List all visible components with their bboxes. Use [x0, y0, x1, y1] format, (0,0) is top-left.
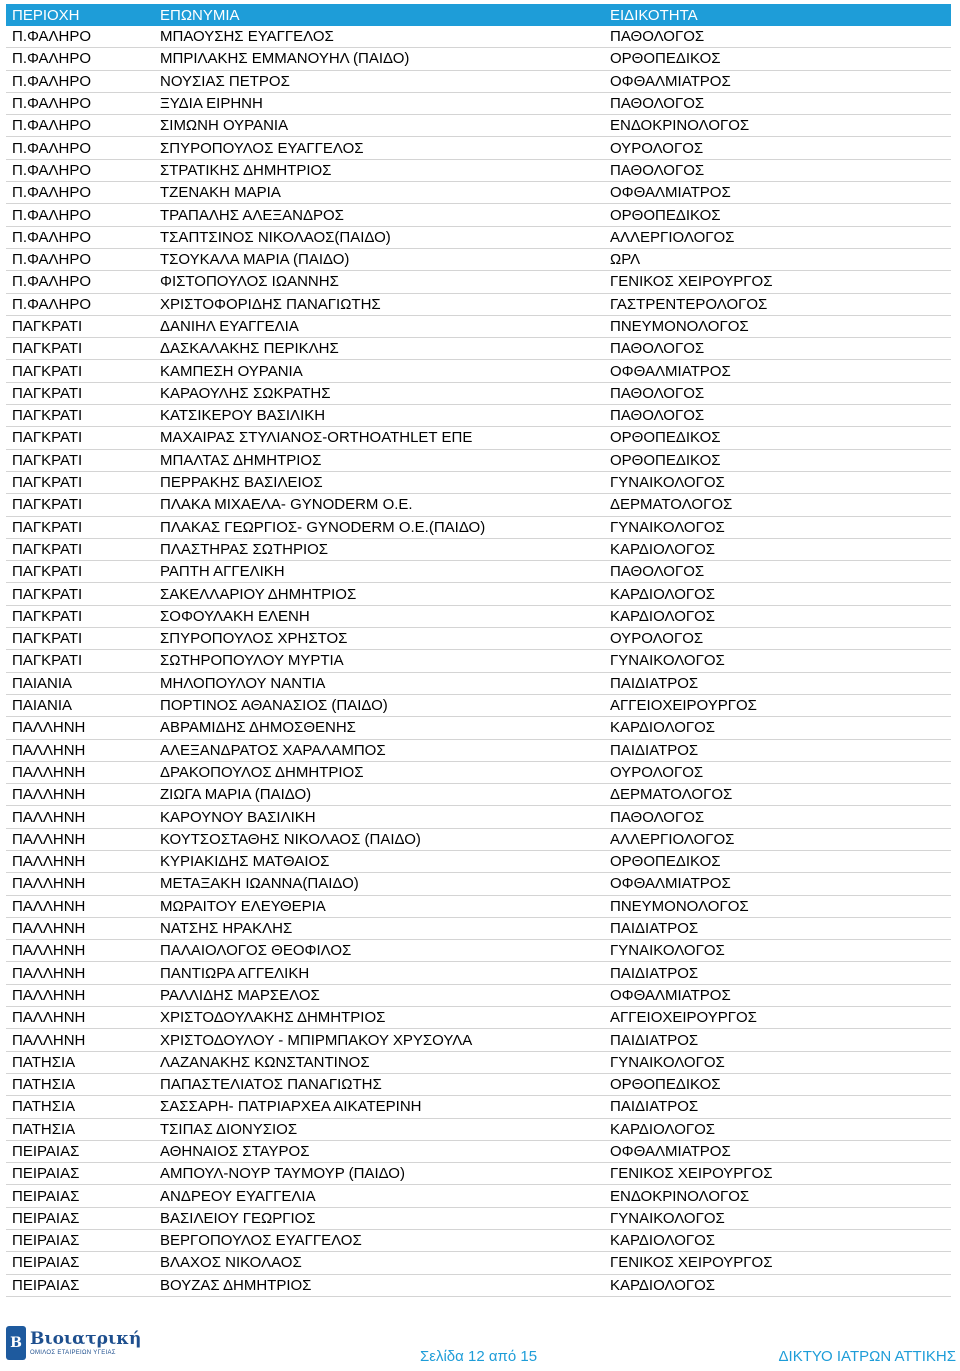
- table-row: [6, 1029, 951, 1051]
- row-area: Π.ΦΑΛΗΡΟ: [12, 117, 92, 135]
- row-area: ΠΕΙΡΑΙΑΣ: [12, 1165, 80, 1183]
- table-row: [6, 896, 951, 918]
- row-name: ΣΑΚΕΛΛΑΡΙΟΥ ΔΗΜΗΤΡΙΟΣ: [160, 585, 357, 603]
- row-area: ΠΑΛΛΗΝΗ: [12, 875, 86, 893]
- row-specialty: ΟΡΘΟΠΕΔΙΚΟΣ: [610, 429, 721, 447]
- table-row: [6, 606, 951, 628]
- row-name: ΤΣΙΠΑΣ ΔΙΟΝΥΣΙΟΣ: [160, 1120, 298, 1138]
- row-area: Π.ΦΑΛΗΡΟ: [12, 139, 92, 157]
- row-name: ΧΡΙΣΤΟΔΟΥΛΑΚΗΣ ΔΗΜΗΤΡΙΟΣ: [160, 1009, 386, 1027]
- row-name: ΣΟΦΟΥΛΑΚΗ ΕΛΕΝΗ: [160, 607, 310, 625]
- row-name: ΝΑΤΣΗΣ ΗΡΑΚΛΗΣ: [160, 920, 293, 938]
- row-name: ΠΟΡΤΙΝΟΣ ΑΘΑΝΑΣΙΟΣ (ΠΑΙΔΟ): [160, 697, 388, 715]
- row-name: ΚΟΥΤΣΟΣΤΑΘΗΣ ΝΙΚΟΛΑΟΣ (ΠΑΙΔΟ): [160, 830, 421, 848]
- row-name: ΠΛΑΣΤΗΡΑΣ ΣΩΤΗΡΙΟΣ: [160, 540, 329, 558]
- table-row: [6, 628, 951, 650]
- row-specialty: ΓΥΝΑΙΚΟΛΟΓΟΣ: [610, 474, 725, 492]
- row-specialty: ΟΦΘΑΛΜΙΑΤΡΟΣ: [610, 986, 731, 1004]
- row-specialty: ΠΑΘΟΛΟΓΟΣ: [610, 384, 705, 402]
- row-area: Π.ΦΑΛΗΡΟ: [12, 72, 92, 90]
- row-name: ΜΑΧΑΙΡΑΣ ΣΤΥΛΙΑΝΟΣ-ORTHOATHLET ΕΠΕ: [160, 429, 473, 447]
- row-name: ΜΠΡΙΛΑΚΗΣ ΕΜΜΑΝΟΥΗΛ (ΠΑΙΔΟ): [160, 50, 410, 68]
- row-specialty: ΕΝΔΟΚΡΙΝΟΛΟΓΟΣ: [610, 117, 750, 135]
- row-name: ΣΠΥΡΟΠΟΥΛΟΣ ΧΡΗΣΤΟΣ: [160, 630, 348, 648]
- page-number: Σελίδα 12 από 15: [420, 1348, 538, 1365]
- row-specialty: ΠΑΙΔΙΑΤΡΟΣ: [610, 741, 699, 759]
- row-area: ΠΑΛΛΗΝΗ: [12, 719, 86, 737]
- row-area: Π.ΦΑΛΗΡΟ: [12, 50, 92, 68]
- table-row: [6, 294, 951, 316]
- table-row: [6, 1074, 951, 1096]
- row-name: ΑΝΔΡΕΟΥ ΕΥΑΓΓΕΛΙΑ: [160, 1187, 316, 1205]
- row-specialty: ΟΥΡΟΛΟΓΟΣ: [610, 139, 704, 157]
- row-name: ΤΖΕΝΑΚΗ ΜΑΡΙΑ: [160, 184, 281, 202]
- row-specialty: ΓΥΝΑΙΚΟΛΟΓΟΣ: [610, 518, 725, 536]
- row-name: ΚΑΡΑΟΥΛΗΣ ΣΩΚΡΑΤΗΣ: [160, 384, 331, 402]
- row-area: Π.ΦΑΛΗΡΟ: [12, 184, 92, 202]
- row-name: ΒΟΥΖΑΣ ΔΗΜΗΤΡΙΟΣ: [160, 1276, 312, 1294]
- row-name: ΚΥΡΙΑΚΙΔΗΣ ΜΑΤΘΑΙΟΣ: [160, 853, 330, 871]
- logo-subtitle: ΟΜΙΛΟΣ ΕΤΑΙΡΕΙΩΝ ΥΓΕΙΑΣ: [30, 1349, 116, 1356]
- row-specialty: ΟΦΘΑΛΜΙΑΤΡΟΣ: [610, 1142, 731, 1160]
- table-body: [6, 26, 951, 1297]
- row-name: ΣΑΣΣΑΡΗ- ΠΑΤΡΙΑΡΧΕΑ ΑΙΚΑΤΕΡΙΝΗ: [160, 1098, 422, 1116]
- table-row: [6, 829, 951, 851]
- row-name: ΜΗΛΟΠΟΥΛΟΥ ΝΑΝΤΙΑ: [160, 674, 326, 692]
- row-name: ΒΑΣΙΛΕΙΟΥ ΓΕΩΡΓΙΟΣ: [160, 1209, 316, 1227]
- row-name: ΣΤΡΑΤΙΚΗΣ ΔΗΜΗΤΡΙΟΣ: [160, 161, 332, 179]
- table-row: [6, 740, 951, 762]
- row-name: ΠΑΝΤΙΩΡΑ ΑΓΓΕΛΙΚΗ: [160, 964, 310, 982]
- table-row: [6, 1052, 951, 1074]
- row-name: ΒΛΑΧΟΣ ΝΙΚΟΛΑΟΣ: [160, 1254, 302, 1272]
- row-area: Π.ΦΑΛΗΡΟ: [12, 95, 92, 113]
- table-row: [6, 360, 951, 382]
- table-row: [6, 517, 951, 539]
- row-name: ΚΑΡΟΥΝΟΥ ΒΑΣΙΛΙΚΗ: [160, 808, 316, 826]
- table-row: [6, 204, 951, 226]
- row-area: ΠΑΤΗΣΙΑ: [12, 1053, 76, 1071]
- row-specialty: ΓΕΝΙΚΟΣ ΧΕΙΡΟΥΡΓΟΣ: [610, 273, 773, 291]
- row-name: ΜΕΤΑΞΑΚΗ ΙΩΑΝΝΑ(ΠΑΙΔΟ): [160, 875, 359, 893]
- row-specialty: ΠΑΙΔΙΑΤΡΟΣ: [610, 1031, 699, 1049]
- row-specialty: ΓΥΝΑΙΚΟΛΟΓΟΣ: [610, 942, 725, 960]
- row-area: ΠΑΓΚΡΑΤΙ: [12, 474, 83, 492]
- table-row: [6, 316, 951, 338]
- row-name: ΑΛΕΞΑΝΔΡΑΤΟΣ ΧΑΡΑΛΑΜΠΟΣ: [160, 741, 386, 759]
- row-specialty: ΑΛΛΕΡΓΙΟΛΟΓΟΣ: [610, 830, 735, 848]
- row-area: ΠΑΓΚΡΑΤΙ: [12, 451, 83, 469]
- row-specialty: ΠΝΕΥΜΟΝΟΛΟΓΟΣ: [610, 318, 749, 335]
- header-name: ΕΠΩΝΥΜΙΑ: [160, 6, 240, 24]
- row-specialty: ΩΡΛ: [610, 251, 641, 269]
- row-specialty: ΠΑΘΟΛΟΓΟΣ: [610, 808, 705, 826]
- table-row: [6, 1007, 951, 1029]
- header-area: ΠΕΡΙΟΧΗ: [12, 6, 80, 24]
- row-name: ΑΜΠΟΥΛ-ΝΟΥΡ ΤΑΥΜΟΥΡ (ΠΑΙΔΟ): [160, 1165, 405, 1183]
- row-area: Π.ΦΑΛΗΡΟ: [12, 273, 92, 291]
- table-row: [6, 784, 951, 806]
- table-row: [6, 561, 951, 583]
- row-area: ΠΑΤΗΣΙΑ: [12, 1076, 76, 1094]
- row-area: ΠΑΛΛΗΝΗ: [12, 1009, 86, 1027]
- row-name: ΡΑΛΛΙΔΗΣ ΜΑΡΣΕΛΟΣ: [160, 986, 320, 1004]
- row-name: ΣΙΜΩΝΗ ΟΥΡΑΝΙΑ: [160, 117, 289, 135]
- table-row: [6, 115, 951, 137]
- row-name: ΣΩΤΗΡΟΠΟΥΛΟΥ ΜΥΡΤΙΑ: [160, 652, 344, 670]
- network-title: ΔΙΚΤΥΟ ΙΑΤΡΩΝ ΑΤΤΙΚΗΣ: [778, 1348, 956, 1365]
- table-row: [6, 271, 951, 293]
- row-specialty: ΓΥΝΑΙΚΟΛΟΓΟΣ: [610, 652, 725, 670]
- row-specialty: ΠΑΘΟΛΟΓΟΣ: [610, 340, 705, 358]
- row-area: ΠΕΙΡΑΙΑΣ: [12, 1254, 80, 1272]
- row-specialty: ΓΥΝΑΙΚΟΛΟΓΟΣ: [610, 1209, 725, 1227]
- table-row: [6, 405, 951, 427]
- table-row: [6, 338, 951, 360]
- row-area: ΠΕΙΡΑΙΑΣ: [12, 1276, 80, 1294]
- row-name: ΠΛΑΚΑΣ ΓΕΩΡΓΙΟΣ- GYNODERM Ο.Ε.(ΠΑΙΔΟ): [160, 518, 486, 536]
- row-name: ΤΡΑΠΑΛΗΣ ΑΛΕΞΑΝΔΡΟΣ: [160, 206, 344, 224]
- row-area: Π.ΦΑΛΗΡΟ: [12, 295, 92, 313]
- row-specialty: ΓΑΣΤΡΕΝΤΕΡΟΛΟΓΟΣ: [610, 295, 768, 313]
- table-row: [6, 48, 951, 70]
- row-name: ΜΠΑΟΥΣΗΣ ΕΥΑΓΓΕΛΟΣ: [160, 28, 334, 46]
- row-name: ΤΣΟΥΚΑΛΑ ΜΑΡΙΑ (ΠΑΙΔΟ): [160, 251, 350, 269]
- header-specialty: ΕΙΔΙΚΟΤΗΤΑ: [610, 6, 698, 24]
- row-name: ΚΑΜΠΕΣΗ ΟΥΡΑΝΙΑ: [160, 362, 303, 380]
- row-name: ΚΑΤΣΙΚΕΡΟΥ ΒΑΣΙΛΙΚΗ: [160, 407, 326, 425]
- table-row: [6, 1230, 951, 1252]
- table-row: [6, 1208, 951, 1230]
- row-specialty: ΚΑΡΔΙΟΛΟΓΟΣ: [610, 1232, 716, 1250]
- row-specialty: ΟΡΘΟΠΕΔΙΚΟΣ: [610, 451, 721, 469]
- row-area: Π.ΦΑΛΗΡΟ: [12, 28, 92, 46]
- row-area: ΠΑΛΛΗΝΗ: [12, 853, 86, 871]
- row-area: ΠΑΓΚΡΑΤΙ: [12, 630, 83, 648]
- table-row: [6, 1252, 951, 1274]
- row-specialty: ΟΡΘΟΠΕΔΙΚΟΣ: [610, 853, 721, 871]
- table-row: [6, 918, 951, 940]
- row-specialty: ΑΓΓΕΙΟΧΕΙΡΟΥΡΓΟΣ: [610, 697, 757, 715]
- row-specialty: ΚΑΡΔΙΟΛΟΓΟΣ: [610, 607, 716, 625]
- row-area: ΠΑΓΚΡΑΤΙ: [12, 384, 83, 402]
- logo-name: Βιοιατρική: [30, 1328, 142, 1349]
- row-specialty: ΚΑΡΔΙΟΛΟΓΟΣ: [610, 1276, 716, 1294]
- row-area: ΠΑΙΑΝΙΑ: [12, 697, 73, 715]
- row-name: ΠΕΡΡΑΚΗΣ ΒΑΣΙΛΕΙΟΣ: [160, 474, 323, 492]
- row-name: ΑΘΗΝΑΙΟΣ ΣΤΑΥΡΟΣ: [160, 1142, 310, 1160]
- row-area: ΠΑΛΛΗΝΗ: [12, 964, 86, 982]
- row-specialty: ΓΕΝΙΚΟΣ ΧΕΙΡΟΥΡΓΟΣ: [610, 1254, 773, 1272]
- table-row: [6, 650, 951, 672]
- row-name: ΡΑΠΤΗ ΑΓΓΕΛΙΚΗ: [160, 563, 285, 581]
- table-row: [6, 472, 951, 494]
- row-specialty: ΠΑΙΔΙΑΤΡΟΣ: [610, 920, 699, 938]
- row-specialty: ΚΑΡΔΙΟΛΟΓΟΣ: [610, 1120, 716, 1138]
- row-specialty: ΟΥΡΟΛΟΓΟΣ: [610, 630, 704, 648]
- table-row: [6, 583, 951, 605]
- row-area: ΠΑΓΚΡΑΤΙ: [12, 496, 83, 514]
- table-row: [6, 673, 951, 695]
- row-specialty: ΚΑΡΔΙΟΛΟΓΟΣ: [610, 585, 716, 603]
- row-area: ΠΑΤΗΣΙΑ: [12, 1098, 76, 1116]
- row-specialty: ΠΑΙΔΙΑΤΡΟΣ: [610, 1098, 699, 1116]
- row-area: ΠΑΓΚΡΑΤΙ: [12, 563, 83, 581]
- row-name: ΔΑΣΚΑΛΑΚΗΣ ΠΕΡΙΚΛΗΣ: [160, 340, 339, 358]
- row-specialty: ΠΑΘΟΛΟΓΟΣ: [610, 563, 705, 581]
- table-row: [6, 383, 951, 405]
- table-row: [6, 873, 951, 895]
- row-area: ΠΑΓΚΡΑΤΙ: [12, 407, 83, 425]
- row-specialty: ΚΑΡΔΙΟΛΟΓΟΣ: [610, 719, 716, 737]
- row-name: ΣΠΥΡΟΠΟΥΛΟΣ ΕΥΑΓΓΕΛΟΣ: [160, 139, 364, 157]
- row-specialty: ΑΛΛΕΡΓΙΟΛΟΓΟΣ: [610, 228, 735, 246]
- table-row: [6, 1275, 951, 1297]
- row-specialty: ΠΑΘΟΛΟΓΟΣ: [610, 28, 705, 46]
- table-row: [6, 539, 951, 561]
- table-row: [6, 26, 951, 48]
- row-name: ΔΑΝΙΗΛ ΕΥΑΓΓΕΛΙΑ: [160, 318, 299, 335]
- row-specialty: ΔΕΡΜΑΤΟΛΟΓΟΣ: [610, 496, 733, 514]
- row-name: ΔΡΑΚΟΠΟΥΛΟΣ ΔΗΜΗΤΡΙΟΣ: [160, 763, 364, 781]
- row-area: ΠΑΓΚΡΑΤΙ: [12, 429, 83, 447]
- table-row: [6, 1185, 951, 1207]
- company-logo: [6, 1326, 141, 1360]
- row-area: ΠΕΙΡΑΙΑΣ: [12, 1187, 80, 1205]
- table-row: [6, 762, 951, 784]
- row-area: ΠΑΛΛΗΝΗ: [12, 763, 86, 781]
- table-row: [6, 249, 951, 271]
- table-row: [6, 962, 951, 984]
- row-name: ΑΒΡΑΜΙΔΗΣ ΔΗΜΟΣΘΕΝΗΣ: [160, 719, 356, 737]
- row-area: ΠΑΛΛΗΝΗ: [12, 942, 86, 960]
- row-name: ΖΙΩΓΑ ΜΑΡΙΑ (ΠΑΙΔΟ): [160, 786, 312, 804]
- row-specialty: ΟΡΘΟΠΕΔΙΚΟΣ: [610, 206, 721, 224]
- table-row: [6, 717, 951, 739]
- row-area: ΠΑΛΛΗΝΗ: [12, 1031, 86, 1049]
- row-name: ΤΣΑΠΤΣΙΝΟΣ ΝΙΚΟΛΑΟΣ(ΠΑΙΔΟ): [160, 228, 391, 246]
- table-row: [6, 940, 951, 962]
- row-area: ΠΕΙΡΑΙΑΣ: [12, 1232, 80, 1250]
- row-area: ΠΑΓΚΡΑΤΙ: [12, 362, 83, 380]
- row-specialty: ΟΥΡΟΛΟΓΟΣ: [610, 763, 704, 781]
- row-area: ΠΑΛΛΗΝΗ: [12, 741, 86, 759]
- row-area: Π.ΦΑΛΗΡΟ: [12, 161, 92, 179]
- table-row: [6, 851, 951, 873]
- table-row: [6, 1141, 951, 1163]
- row-specialty: ΟΡΘΟΠΕΔΙΚΟΣ: [610, 50, 721, 68]
- row-name: ΛΑΖΑΝΑΚΗΣ ΚΩΝΣΤΑΝΤΙΝΟΣ: [160, 1053, 370, 1071]
- row-specialty: ΟΦΘΑΛΜΙΑΤΡΟΣ: [610, 72, 731, 90]
- table-row: [6, 1119, 951, 1141]
- row-area: ΠΑΓΚΡΑΤΙ: [12, 540, 83, 558]
- table-row: [6, 450, 951, 472]
- row-name: ΜΩΡΑΙΤΟΥ ΕΛΕΥΘΕΡΙΑ: [160, 897, 326, 915]
- row-specialty: ΠΝΕΥΜΟΝΟΛΟΓΟΣ: [610, 897, 749, 915]
- row-area: ΠΑΛΛΗΝΗ: [12, 986, 86, 1004]
- row-area: ΠΑΛΛΗΝΗ: [12, 897, 86, 915]
- row-specialty: ΠΑΙΔΙΑΤΡΟΣ: [610, 674, 699, 692]
- row-area: Π.ΦΑΛΗΡΟ: [12, 251, 92, 269]
- table-row: [6, 182, 951, 204]
- row-specialty: ΓΥΝΑΙΚΟΛΟΓΟΣ: [610, 1053, 725, 1071]
- row-area: ΠΑΙΑΝΙΑ: [12, 674, 73, 692]
- row-specialty: ΚΑΡΔΙΟΛΟΓΟΣ: [610, 540, 716, 558]
- row-area: ΠΕΙΡΑΙΑΣ: [12, 1209, 80, 1227]
- row-specialty: ΟΦΘΑΛΜΙΑΤΡΟΣ: [610, 184, 731, 202]
- row-specialty: ΕΝΔΟΚΡΙΝΟΛΟΓΟΣ: [610, 1187, 750, 1205]
- row-area: Π.ΦΑΛΗΡΟ: [12, 228, 92, 246]
- page-footer: [0, 1320, 960, 1368]
- row-name: ΧΡΙΣΤΟΦΟΡΙΔΗΣ ΠΑΝΑΓΙΩΤΗΣ: [160, 295, 381, 313]
- table-header: [6, 4, 951, 26]
- table-row: [6, 985, 951, 1007]
- row-specialty: ΠΑΘΟΛΟΓΟΣ: [610, 95, 705, 113]
- row-specialty: ΟΦΘΑΛΜΙΑΤΡΟΣ: [610, 362, 731, 380]
- row-area: ΠΑΤΗΣΙΑ: [12, 1120, 76, 1138]
- row-specialty: ΠΑΘΟΛΟΓΟΣ: [610, 161, 705, 179]
- row-area: Π.ΦΑΛΗΡΟ: [12, 206, 92, 224]
- row-name: ΦΙΣΤΟΠΟΥΛΟΣ ΙΩΑΝΝΗΣ: [160, 273, 339, 291]
- row-specialty: ΑΓΓΕΙΟΧΕΙΡΟΥΡΓΟΣ: [610, 1009, 757, 1027]
- row-area: ΠΑΛΛΗΝΗ: [12, 786, 86, 804]
- row-name: ΝΟΥΣΙΑΣ ΠΕΤΡΟΣ: [160, 72, 290, 90]
- row-area: ΠΑΓΚΡΑΤΙ: [12, 652, 83, 670]
- row-name: ΠΑΠΑΣΤΕΛΙΑΤΟΣ ΠΑΝΑΓΙΩΤΗΣ: [160, 1076, 382, 1094]
- row-name: ΞΥΔΙΑ ΕΙΡΗΝΗ: [160, 95, 263, 113]
- table-row: [6, 160, 951, 182]
- row-area: ΠΑΓΚΡΑΤΙ: [12, 318, 83, 335]
- row-specialty: ΟΦΘΑΛΜΙΑΤΡΟΣ: [610, 875, 731, 893]
- row-name: ΜΠΑΛΤΑΣ ΔΗΜΗΤΡΙΟΣ: [160, 451, 322, 469]
- row-area: ΠΑΓΚΡΑΤΙ: [12, 518, 83, 536]
- table-row: [6, 427, 951, 449]
- row-area: ΠΑΓΚΡΑΤΙ: [12, 340, 83, 358]
- row-specialty: ΠΑΘΟΛΟΓΟΣ: [610, 407, 705, 425]
- table-row: [6, 227, 951, 249]
- row-area: ΠΑΓΚΡΑΤΙ: [12, 585, 83, 603]
- doctors-table: [6, 4, 951, 1297]
- row-specialty: ΓΕΝΙΚΟΣ ΧΕΙΡΟΥΡΓΟΣ: [610, 1165, 773, 1183]
- table-row: [6, 137, 951, 159]
- logo-mark-icon: Β: [6, 1326, 26, 1360]
- table-row: [6, 71, 951, 93]
- row-specialty: ΔΕΡΜΑΤΟΛΟΓΟΣ: [610, 786, 733, 804]
- row-name: ΠΑΛΑΙΟΛΟΓΟΣ ΘΕΟΦΙΛΟΣ: [160, 942, 352, 960]
- row-area: ΠΑΓΚΡΑΤΙ: [12, 607, 83, 625]
- row-area: ΠΑΛΛΗΝΗ: [12, 920, 86, 938]
- row-area: ΠΕΙΡΑΙΑΣ: [12, 1142, 80, 1160]
- row-area: ΠΑΛΛΗΝΗ: [12, 808, 86, 826]
- table-row: [6, 806, 951, 828]
- row-name: ΧΡΙΣΤΟΔΟΥΛΟΥ - ΜΠΙΡΜΠΑΚΟΥ ΧΡΥΣΟΥΛΑ: [160, 1031, 473, 1049]
- row-name: ΠΛΑΚΑ ΜΙΧΑΕΛΑ- GYNODERM Ο.Ε.: [160, 496, 413, 514]
- row-name: ΒΕΡΓΟΠΟΥΛΟΣ ΕΥΑΓΓΕΛΟΣ: [160, 1232, 362, 1250]
- row-specialty: ΟΡΘΟΠΕΔΙΚΟΣ: [610, 1076, 721, 1094]
- table-row: [6, 695, 951, 717]
- table-row: [6, 1163, 951, 1185]
- row-specialty: ΠΑΙΔΙΑΤΡΟΣ: [610, 964, 699, 982]
- table-row: [6, 1096, 951, 1118]
- table-row: [6, 93, 951, 115]
- row-area: ΠΑΛΛΗΝΗ: [12, 830, 86, 848]
- table-row: [6, 494, 951, 516]
